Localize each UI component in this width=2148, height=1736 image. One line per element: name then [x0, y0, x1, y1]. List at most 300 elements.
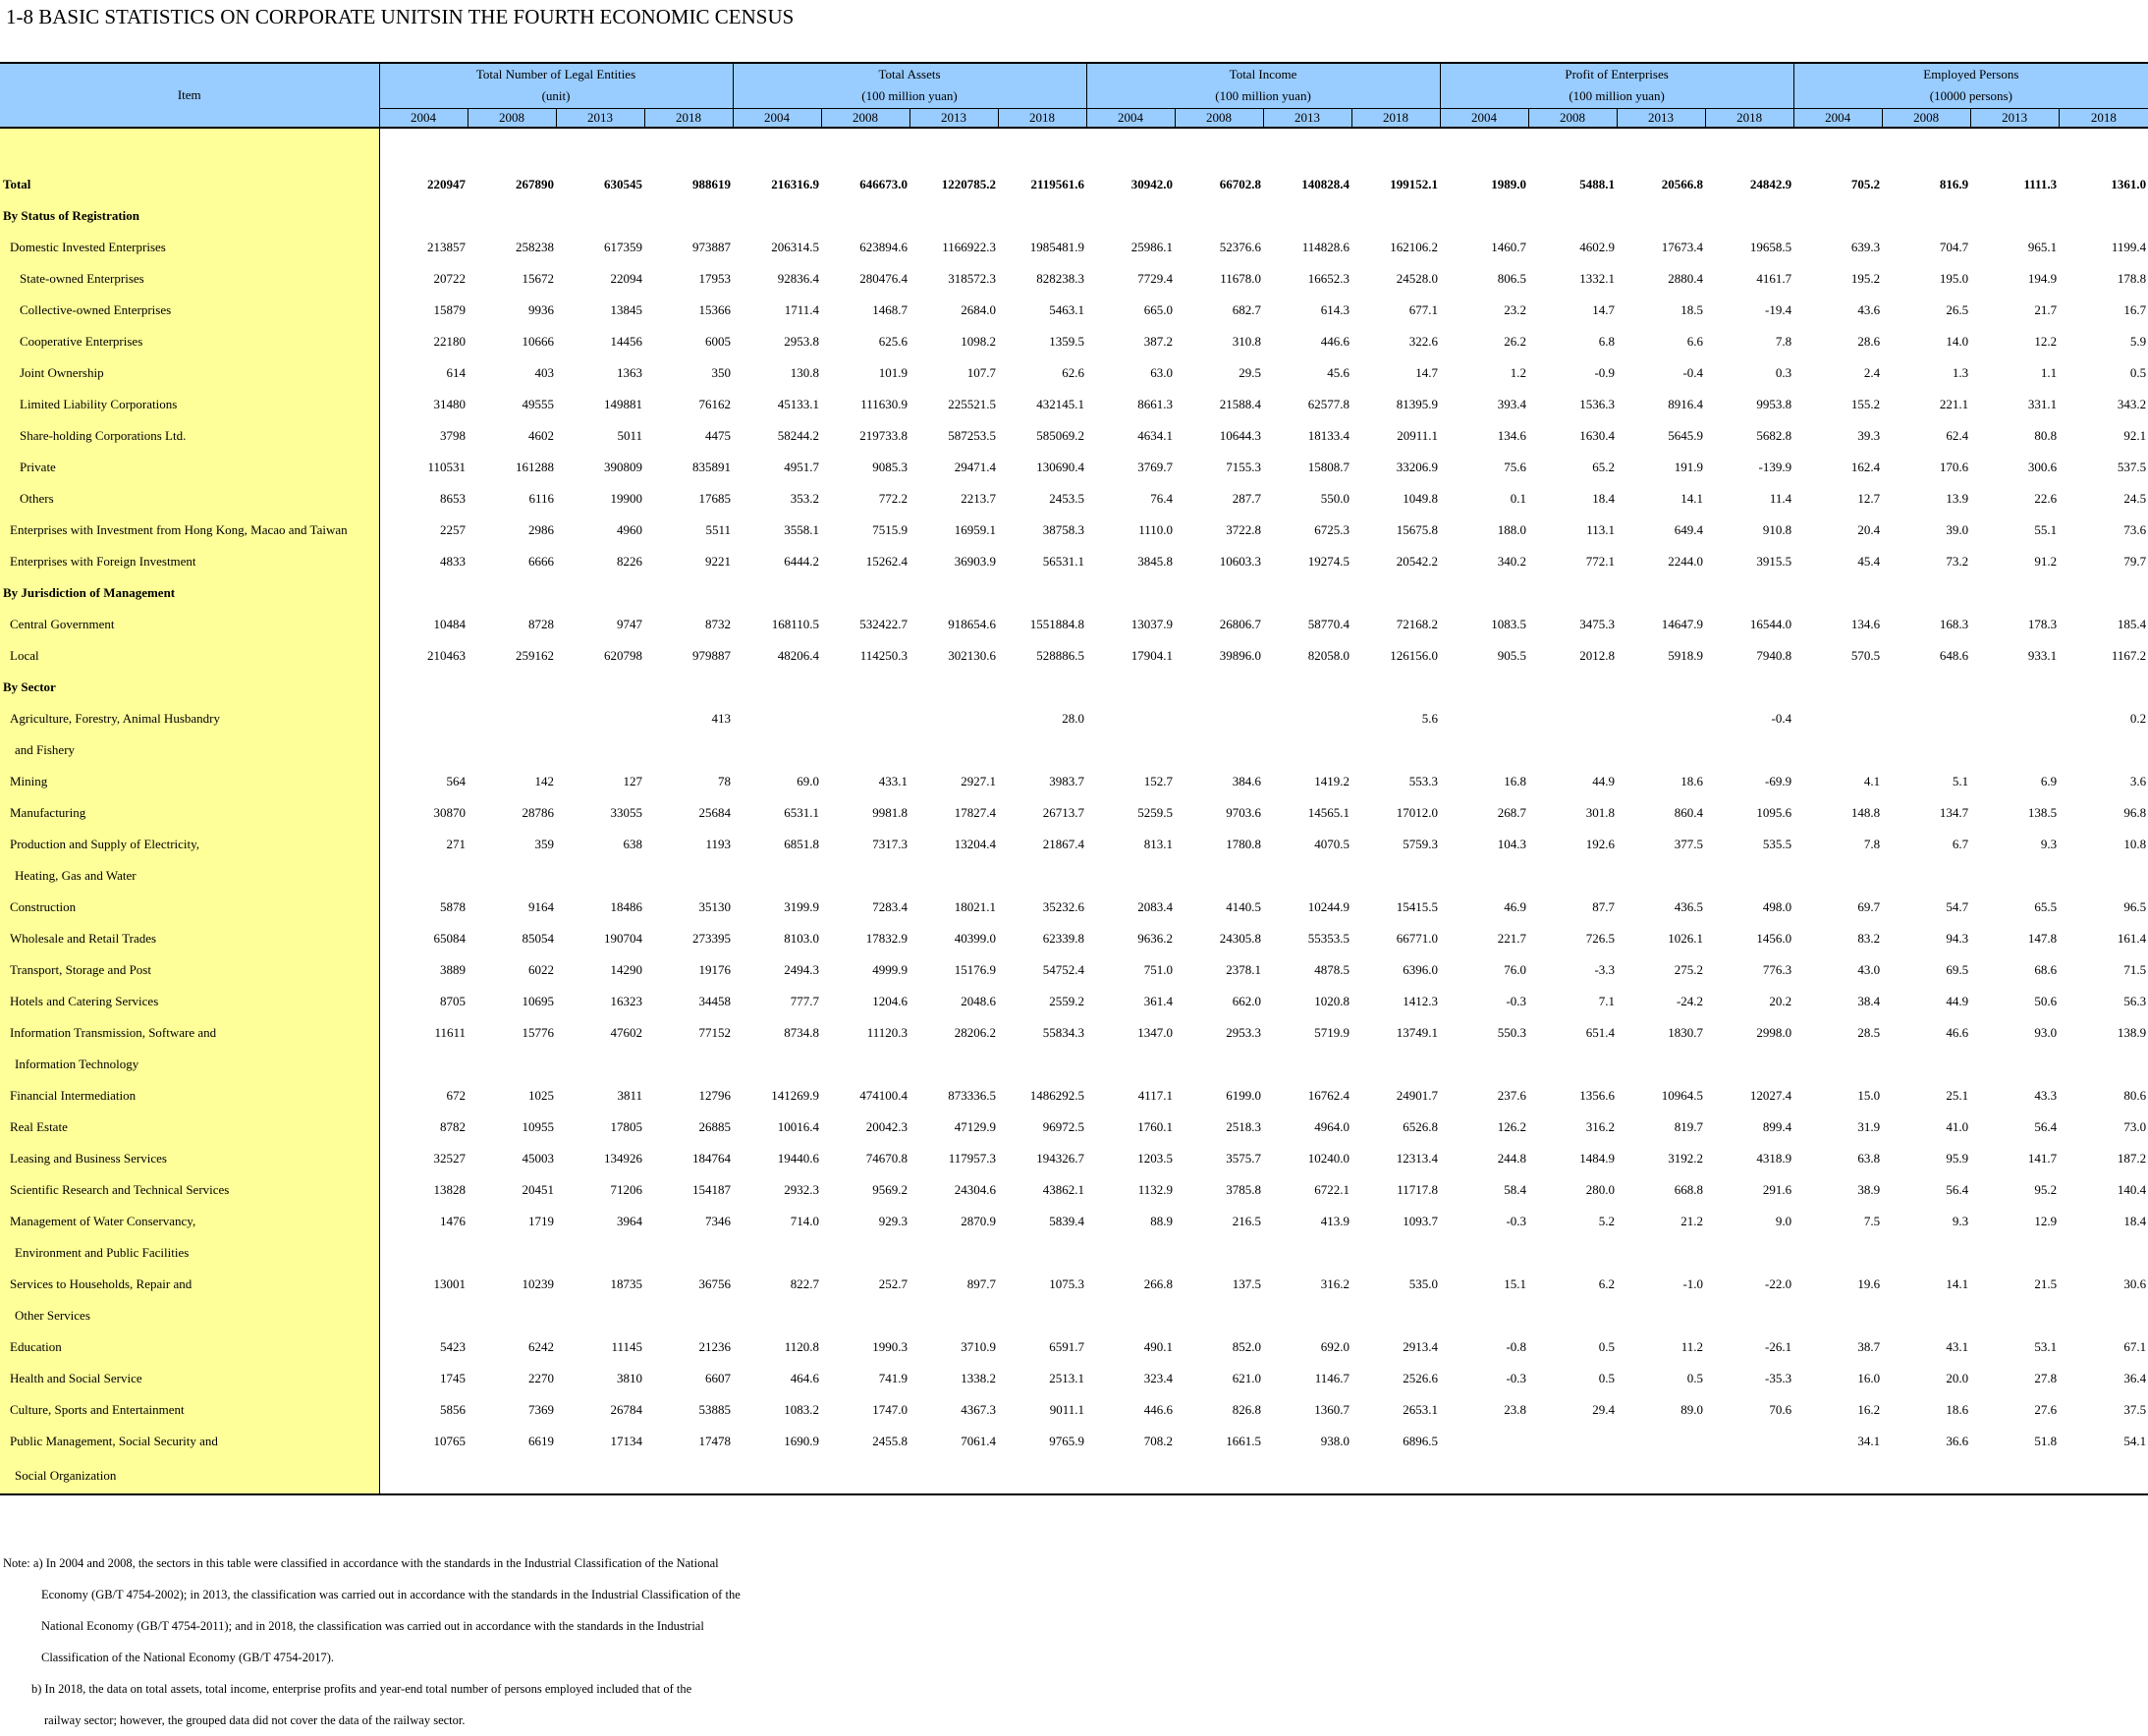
value-cell: 88.9 [1150, 1214, 1174, 1228]
value-cell: 1412.3 [1403, 994, 1439, 1008]
year-header: 2004 [379, 108, 468, 128]
value-cell: 10964.5 [1661, 1088, 1704, 1103]
value-cell: 194.9 [2027, 271, 2058, 286]
value-cell [1263, 672, 1351, 703]
table-row [0, 1017, 2148, 1049]
value-cell: 433.1 [878, 774, 909, 788]
value-cell: 6531.1 [784, 805, 820, 820]
value-cell: 5645.9 [1668, 428, 1704, 443]
group-header-total-assets: Total Assets [733, 63, 1086, 85]
item-label: Total [0, 169, 379, 200]
value-cell [1263, 1237, 1351, 1269]
value-cell: 1536.3 [1579, 397, 1616, 411]
value-cell: 15675.8 [1396, 522, 1439, 537]
year-header: 2008 [1528, 108, 1617, 128]
value-cell: 21.7 [2034, 302, 2058, 317]
value-cell [556, 128, 644, 169]
value-cell: 1990.3 [872, 1339, 909, 1354]
value-cell: 1098.2 [961, 334, 997, 349]
value-cell: 25684 [698, 805, 732, 820]
group-unit-total-assets: (100 million yuan) [733, 85, 1086, 108]
value-cell: 168.3 [1939, 617, 1969, 631]
value-cell [821, 577, 909, 609]
value-cell: 638 [623, 837, 642, 851]
table-row [0, 1269, 2148, 1300]
value-cell: 8226 [617, 554, 642, 569]
value-cell: 138.9 [2117, 1025, 2147, 1040]
value-cell: 3810 [617, 1371, 642, 1385]
value-cell: 43.1 [1946, 1339, 1969, 1354]
value-cell: 22180 [433, 334, 466, 349]
value-cell [1175, 577, 1263, 609]
value-cell [644, 860, 733, 892]
item-label: Real Estate [0, 1112, 379, 1143]
year-header: 2004 [1086, 108, 1175, 128]
value-cell: 45133.1 [777, 397, 820, 411]
value-cell: 29471.4 [954, 460, 997, 474]
value-cell [1882, 1457, 1970, 1494]
value-cell [379, 703, 468, 734]
item-label: By Sector [0, 672, 379, 703]
value-cell: 1456.0 [1756, 931, 1792, 946]
value-cell: 7940.8 [1756, 648, 1792, 663]
value-cell: 140.4 [2117, 1182, 2147, 1197]
value-cell [556, 200, 644, 232]
value-cell: 10016.4 [777, 1119, 820, 1134]
value-cell: 1332.1 [1579, 271, 1616, 286]
value-cell: 359 [534, 837, 554, 851]
value-cell [1793, 703, 1882, 734]
item-column-header: Item [0, 63, 379, 128]
value-cell: 5011 [617, 428, 642, 443]
value-cell [1617, 1237, 1705, 1269]
value-cell: 4161.7 [1756, 271, 1792, 286]
value-cell [1175, 200, 1263, 232]
value-cell: 9011.1 [1049, 1402, 1085, 1417]
value-cell [733, 672, 821, 703]
value-cell: 16323 [610, 994, 642, 1008]
value-cell [1086, 734, 1175, 766]
value-cell [379, 200, 468, 232]
value-cell [1882, 734, 1970, 766]
note-line: National Economy (GB/T 4754-2011); and in 2018, the classification was carried out in accordance with the standards in the Industrial [41, 1619, 704, 1633]
value-cell: 12027.4 [1749, 1088, 1792, 1103]
value-cell: 3915.5 [1756, 554, 1792, 569]
value-cell: 1.1 [2040, 365, 2058, 380]
value-cell: 6022 [528, 962, 554, 977]
value-cell: 1460.7 [1491, 240, 1527, 254]
value-cell: 65.2 [1592, 460, 1616, 474]
value-cell: 3475.3 [1579, 617, 1616, 631]
value-cell: 3.6 [2129, 774, 2147, 788]
item-label: Other Services [0, 1300, 379, 1331]
value-cell: 2927.1 [961, 774, 997, 788]
value-cell [468, 860, 556, 892]
group-header-total-income: Total Income [1086, 63, 1440, 85]
value-cell: 130690.4 [1036, 460, 1085, 474]
value-cell [1086, 128, 1175, 169]
value-cell: 9.3 [2040, 837, 2058, 851]
value-cell: 20566.8 [1661, 177, 1704, 191]
value-cell [821, 1049, 909, 1080]
value-cell: 65084 [433, 931, 466, 946]
value-cell [468, 734, 556, 766]
value-cell: 9085.3 [872, 460, 909, 474]
value-cell [1086, 1457, 1175, 1494]
note-line: b) In 2018, the data on total assets, total income, enterprise profits and year-end total number of persons employed included that of the [31, 1682, 692, 1696]
table-row [0, 232, 2148, 263]
item-label: Social Organization [0, 1457, 379, 1494]
value-cell: 5719.9 [1314, 1025, 1350, 1040]
table-row [0, 766, 2148, 797]
value-cell: 4475 [705, 428, 732, 443]
value-cell: 933.1 [2027, 648, 2058, 663]
value-cell: 36.4 [2123, 1371, 2147, 1385]
value-cell [468, 200, 556, 232]
item-label: Information Technology [0, 1049, 379, 1080]
value-cell [468, 703, 556, 734]
value-cell: 16959.1 [954, 522, 997, 537]
value-cell: 34458 [698, 994, 732, 1008]
value-cell [1440, 672, 1528, 703]
item-label: Local [0, 640, 379, 672]
value-cell: 216.5 [1232, 1214, 1262, 1228]
value-cell [1793, 577, 1882, 609]
value-cell: 94.3 [1946, 931, 1969, 946]
item-label: By Status of Registration [0, 200, 379, 232]
value-cell: 162106.2 [1390, 240, 1439, 254]
value-cell: 2513.1 [1049, 1371, 1085, 1385]
value-cell: 587253.5 [948, 428, 997, 443]
item-label: Leasing and Business Services [0, 1143, 379, 1174]
value-cell: 6666 [528, 554, 554, 569]
value-cell: 92.1 [2123, 428, 2147, 443]
value-cell: 73.6 [2123, 522, 2147, 537]
value-cell [1617, 703, 1705, 734]
group-unit-legal-entities: (unit) [379, 85, 733, 108]
value-cell: 340.2 [1497, 554, 1527, 569]
value-cell: -0.3 [1506, 1214, 1527, 1228]
value-cell: 48206.4 [777, 648, 820, 663]
value-cell: 4318.9 [1756, 1151, 1792, 1166]
value-cell: 15262.4 [865, 554, 909, 569]
value-cell: 26713.7 [1042, 805, 1085, 820]
value-cell: 7155.3 [1226, 460, 1262, 474]
value-cell: 7317.3 [872, 837, 909, 851]
year-header: 2018 [1351, 108, 1440, 128]
item-label: Public Management, Social Security and [0, 1426, 379, 1457]
item-label: Private [0, 452, 379, 483]
value-cell: 35130 [698, 899, 732, 914]
value-cell: 24901.7 [1396, 1088, 1439, 1103]
value-cell: 71206 [610, 1182, 642, 1197]
value-cell: 0.1 [1510, 491, 1527, 506]
value-cell: 11678.0 [1220, 271, 1262, 286]
value-cell: 47602 [610, 1025, 642, 1040]
value-cell: 268.7 [1497, 805, 1527, 820]
value-cell: 6526.8 [1403, 1119, 1439, 1134]
value-cell: 1075.3 [1049, 1276, 1085, 1291]
value-cell [1175, 703, 1263, 734]
value-cell [821, 734, 909, 766]
value-cell: 446.6 [1320, 334, 1350, 349]
value-cell: 219733.8 [859, 428, 909, 443]
value-cell: 21588.4 [1219, 397, 1262, 411]
value-cell: 11.4 [1769, 491, 1792, 506]
value-cell: 91.2 [2034, 554, 2058, 569]
value-cell: 14290 [610, 962, 642, 977]
value-cell: 9.3 [1952, 1214, 1969, 1228]
value-cell: 46.9 [1504, 899, 1527, 914]
value-cell [821, 1300, 909, 1331]
value-cell: 625.6 [878, 334, 909, 349]
value-cell: 6725.3 [1314, 522, 1350, 537]
value-cell [1528, 734, 1617, 766]
value-cell: 96972.5 [1042, 1119, 1085, 1134]
table-row [0, 452, 2148, 483]
value-cell: 813.1 [1143, 837, 1174, 851]
value-cell: 76.4 [1150, 491, 1174, 506]
value-cell [1440, 1237, 1528, 1269]
value-cell: 188.0 [1497, 522, 1527, 537]
value-cell [909, 1049, 998, 1080]
value-cell [821, 703, 909, 734]
value-cell [1705, 860, 1793, 892]
value-cell: 134926 [604, 1151, 642, 1166]
value-cell: 621.0 [1232, 1371, 1262, 1385]
item-cell [0, 128, 379, 169]
value-cell [1528, 200, 1617, 232]
value-cell [556, 672, 644, 703]
year-header: 2013 [1970, 108, 2059, 128]
value-cell: 772.2 [878, 491, 909, 506]
value-cell [1705, 200, 1793, 232]
item-label: Culture, Sports and Entertainment [0, 1394, 379, 1426]
value-cell: 2953.3 [1226, 1025, 1262, 1040]
value-cell: 10484 [433, 617, 466, 631]
value-cell: 12.2 [2034, 334, 2058, 349]
value-cell: 1661.5 [1226, 1434, 1262, 1448]
value-cell [909, 734, 998, 766]
value-cell [1705, 1237, 1793, 1269]
value-cell: 2932.3 [784, 1182, 820, 1197]
value-cell: 23.8 [1504, 1402, 1527, 1417]
value-cell: 665.0 [1143, 302, 1174, 317]
value-cell: 25.1 [1946, 1088, 1969, 1103]
value-cell: 910.8 [1762, 522, 1792, 537]
value-cell [733, 200, 821, 232]
value-cell: 13001 [433, 1276, 466, 1291]
table-row [0, 263, 2148, 295]
value-cell: 18.5 [1680, 302, 1704, 317]
value-cell [1617, 1300, 1705, 1331]
value-cell: 10695 [522, 994, 554, 1008]
value-cell: 973887 [692, 240, 732, 254]
value-cell: 6.2 [1598, 1276, 1616, 1291]
value-cell [1970, 1237, 2059, 1269]
value-cell: 4999.9 [872, 962, 909, 977]
value-cell: 3558.1 [784, 522, 820, 537]
value-cell: 15672 [522, 271, 554, 286]
value-cell: 24305.8 [1219, 931, 1262, 946]
value-cell: 350 [711, 365, 732, 380]
value-cell: 3845.8 [1137, 554, 1174, 569]
value-cell: 17832.9 [865, 931, 909, 946]
value-cell [733, 1049, 821, 1080]
value-cell: 677.1 [1408, 302, 1439, 317]
value-cell: 7.8 [1863, 837, 1881, 851]
value-cell: 44.9 [1946, 994, 1969, 1008]
value-cell: 1049.8 [1403, 491, 1439, 506]
value-cell [1617, 128, 1705, 169]
value-cell: 58244.2 [777, 428, 820, 443]
value-cell: 8782 [440, 1119, 466, 1134]
value-cell: 353.2 [790, 491, 820, 506]
value-cell [1175, 860, 1263, 892]
value-cell: 45003 [522, 1151, 554, 1166]
value-cell: 646673.0 [859, 177, 909, 191]
value-cell [2059, 1237, 2148, 1269]
item-label: Production and Supply of Electricity, [0, 829, 379, 860]
value-cell [1705, 734, 1793, 766]
value-cell: 92836.4 [777, 271, 820, 286]
value-cell [1086, 200, 1175, 232]
value-cell: 83.2 [1857, 931, 1881, 946]
item-label: Financial Intermediation [0, 1080, 379, 1112]
value-cell: 4.1 [1863, 774, 1881, 788]
value-cell: 210463 [427, 648, 466, 663]
value-cell: 5682.8 [1756, 428, 1792, 443]
value-cell: 30870 [433, 805, 466, 820]
value-cell: 323.4 [1143, 1371, 1174, 1385]
value-cell: 70.6 [1769, 1402, 1792, 1417]
year-header: 2008 [468, 108, 556, 128]
value-cell: 7729.4 [1137, 271, 1174, 286]
value-cell: 194326.7 [1036, 1151, 1085, 1166]
value-cell: 8916.4 [1668, 397, 1704, 411]
item-label: Health and Social Service [0, 1363, 379, 1394]
value-cell [2059, 734, 2148, 766]
value-cell: 13037.9 [1130, 617, 1174, 631]
value-cell: 9221 [705, 554, 732, 569]
value-cell: 21236 [698, 1339, 732, 1354]
value-cell: 1359.5 [1049, 334, 1085, 349]
value-cell: 3983.7 [1049, 774, 1085, 788]
value-cell: 553.3 [1408, 774, 1439, 788]
value-cell: 528886.5 [1036, 648, 1085, 663]
value-cell: 134.7 [1939, 805, 1969, 820]
value-cell [1086, 577, 1175, 609]
value-cell: 14565.1 [1307, 805, 1350, 820]
value-cell: 81395.9 [1396, 397, 1439, 411]
value-cell: 280476.4 [859, 271, 909, 286]
value-cell [1440, 1049, 1528, 1080]
value-cell: 141.7 [2027, 1151, 2058, 1166]
value-cell: 80.6 [2123, 1088, 2147, 1103]
value-cell: 65.5 [2034, 899, 2058, 914]
value-cell [644, 128, 733, 169]
value-cell: 21.5 [2034, 1276, 2058, 1291]
value-cell [2059, 1457, 2148, 1494]
value-cell: 14647.9 [1661, 617, 1704, 631]
value-cell: 69.0 [797, 774, 820, 788]
value-cell: -1.0 [1682, 1276, 1704, 1291]
item-label: Environment and Public Facilities [0, 1237, 379, 1269]
value-cell: 5918.9 [1668, 648, 1704, 663]
table-row [0, 326, 2148, 357]
value-cell: 3199.9 [784, 899, 820, 914]
value-cell: 623894.6 [859, 240, 909, 254]
value-cell [821, 860, 909, 892]
value-cell: 6199.0 [1226, 1088, 1262, 1103]
item-label: Joint Ownership [0, 357, 379, 389]
value-cell: 15.1 [1504, 1276, 1527, 1291]
value-cell [1705, 577, 1793, 609]
value-cell: 9636.2 [1137, 931, 1174, 946]
value-cell: 178.8 [2117, 271, 2147, 286]
value-cell: 403 [534, 365, 554, 380]
value-cell [909, 860, 998, 892]
value-cell: 36.6 [1946, 1434, 1969, 1448]
value-cell: 110531 [427, 460, 466, 474]
value-cell: 1690.9 [784, 1434, 820, 1448]
value-cell: 142 [534, 774, 554, 788]
value-cell: 816.9 [1939, 177, 1969, 191]
value-cell: 828238.3 [1036, 271, 1085, 286]
value-cell: 1203.5 [1137, 1151, 1174, 1166]
table-row [0, 860, 2148, 892]
value-cell: 24.5 [2123, 491, 2147, 506]
value-cell: 1111.3 [2023, 177, 2058, 191]
value-cell: 14.1 [1946, 1276, 1969, 1291]
table-row [0, 672, 2148, 703]
value-cell [1793, 734, 1882, 766]
value-cell: 29.5 [1239, 365, 1262, 380]
value-cell: 21867.4 [1042, 837, 1085, 851]
item-label: Mining [0, 766, 379, 797]
value-cell: 17953 [698, 271, 732, 286]
value-cell: 10603.3 [1219, 554, 1262, 569]
value-cell [1086, 1049, 1175, 1080]
value-cell: 413 [711, 711, 732, 726]
value-cell: 3710.9 [961, 1339, 997, 1354]
value-cell: 49555 [522, 397, 554, 411]
value-cell: 52376.6 [1219, 240, 1262, 254]
value-cell: 18.4 [1592, 491, 1616, 506]
table-row [0, 1143, 2148, 1174]
value-cell: 141269.9 [771, 1088, 820, 1103]
value-cell: 130.8 [790, 365, 820, 380]
item-label: Construction [0, 892, 379, 923]
value-cell: 206314.5 [771, 240, 820, 254]
value-cell: 50.6 [2034, 994, 2058, 1008]
value-cell: 1780.8 [1226, 837, 1262, 851]
value-cell: 259162 [516, 648, 554, 663]
value-cell: 6444.2 [784, 554, 820, 569]
value-cell: 1.3 [1952, 365, 1969, 380]
table-row [0, 577, 2148, 609]
value-cell: 3769.7 [1137, 460, 1174, 474]
value-cell: 11120.3 [866, 1025, 909, 1040]
value-cell [1528, 1237, 1617, 1269]
value-cell: 5259.5 [1137, 805, 1174, 820]
value-cell: 1360.7 [1314, 1402, 1350, 1417]
value-cell: 267890 [516, 177, 554, 191]
value-cell: 300.6 [2027, 460, 2058, 474]
value-cell: 20.4 [1857, 522, 1881, 537]
value-cell [556, 1049, 644, 1080]
footnotes [0, 1547, 2148, 1736]
